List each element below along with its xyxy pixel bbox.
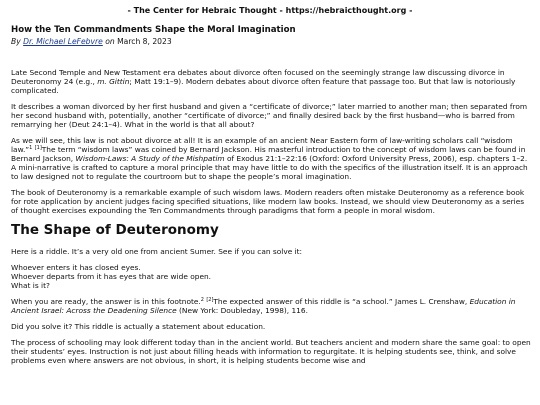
- author-link[interactable]: Dr. Michael LeFebvre: [23, 37, 103, 46]
- text: of Exodus 21:1–22:16 (Oxford: Oxford University Press, 2006), esp. chapters 1–2. A mini-narrative is crafted to capture a moral principle that may have little to do with the specifics of the illustration itself. It is an approach to law designed not to regulate the courtroom but to shape the people’s moral imagination.: [11, 154, 528, 181]
- text: The expected answer of this riddle is “a school.” James L. Crenshaw,: [213, 297, 468, 306]
- text: As we will see, this law is not about divorce at all! It is an example of an ancient Near Eastern form of law-writing scholars call “wisdom law.”: [11, 136, 513, 154]
- byline-prefix: By: [11, 37, 21, 46]
- text: The term “wisdom laws” was coined by Bernard Jackson. His masterful introduction to the concept of wisdom laws can be found in Bernard Jackson,: [11, 145, 526, 163]
- text: (New York: Doubleday, 1998), 116.: [179, 306, 308, 315]
- book-title: Education in Ancient Israel: Across the Deadening Silence: [11, 297, 516, 315]
- section-heading: The Shape of Deuteronomy: [11, 222, 219, 238]
- publish-date: March 8, 2023: [117, 37, 172, 46]
- article-title: How the Ten Commandments Shape the Moral Imagination: [11, 25, 296, 35]
- text: When you are ready, the answer is in this footnote.: [11, 297, 201, 306]
- paragraph: [11, 136, 533, 181]
- article-body: [11, 68, 533, 363]
- paragraph: It describes a woman divorced by her first husband and given a “certificate of divorce;” later married to another man; then separated from her second husband with, potentially, another “certificate of divorce;” and finally desired back by the first husband—who is barred from remarrying her (Deut 24:1–4). What in the world is that all about?: [11, 102, 528, 129]
- paragraph: Did you solve it? This riddle is actually a statement about education.: [11, 322, 266, 331]
- riddle-line: Whoever enters it has closed eyes.: [11, 263, 141, 272]
- paragraph: Here is a riddle. It’s a very old one from ancient Sumer. See if you can solve it:: [11, 247, 303, 256]
- paragraph: The book of Deuteronomy is a remarkable example of such wisdom laws. Modern readers often mistake Deuteronomy as a reference book for rote application by ancient judges facing specified situations, like modern law books. Instead, we should view Deuteronomy as a series of thought exercises expounding the Ten Commandments through paradigms that form a people in moral wisdom.: [11, 188, 525, 215]
- book-title: Wisdom-Laws: A Study of the Mishpatim: [75, 154, 225, 163]
- riddle-line: Whoever departs from it has eyes that are wide open.: [11, 272, 212, 281]
- byline: [11, 37, 172, 46]
- footnote-ref-2[interactable]: 2: [200, 297, 204, 303]
- footnote-number-1: [1]: [34, 145, 42, 151]
- paragraph: [11, 297, 533, 315]
- footnote-number-2: [2]: [206, 297, 214, 303]
- riddle-line: What is it?: [11, 281, 50, 290]
- site-header: - The Center for Hebraic Thought - https://hebraicthought.org -: [127, 6, 413, 15]
- text: ; Matt 19:1–9). Modern debates about divorce often feature that passage too. But that law is notoriously complicated.: [11, 77, 516, 95]
- paragraph: The process of schooling may look different today than in the ancient world. But teachers ancient and modern share the same goal: to open their students’ eyes. Instruction is not just about filling heads with information to regurgitate. It is helping students see, think, and solve problems even where answers are not obvious, in short, it is helping students become wise and: [11, 338, 531, 365]
- citation: m. Gittin: [97, 77, 130, 86]
- footnote-ref-1[interactable]: 1: [29, 145, 33, 151]
- paragraph: [11, 68, 533, 95]
- byline-on: on: [105, 37, 115, 46]
- text: Late Second Temple and New Testament era debates about divorce often focused on the seemingly strange law discussing divorce in Deuteronomy 24 (e.g.,: [11, 68, 505, 86]
